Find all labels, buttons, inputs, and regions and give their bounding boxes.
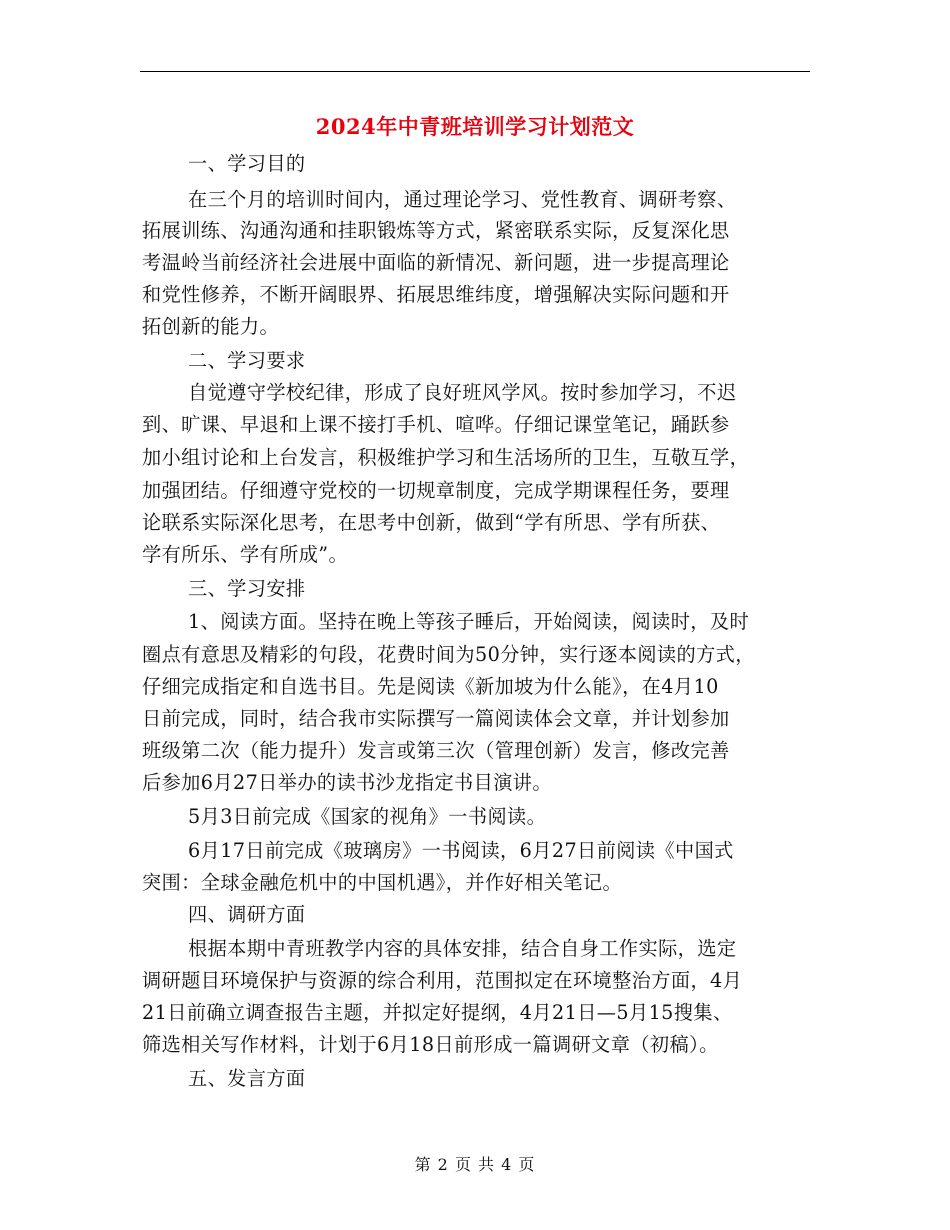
section-heading: 四、调研方面: [188, 903, 306, 926]
paragraph-line: 6月17日前完成《玻璃房》一书阅读，6月27日前阅读《中国式: [188, 839, 734, 862]
paragraph-line: 拓创新的能力。: [142, 315, 280, 338]
paragraph-line: 学有所乐、学有所成”。: [142, 543, 349, 566]
paragraph-line: 考温岭当前经济社会进展中面临的新情况、新问题，进一步提高理论: [142, 251, 730, 274]
paragraph-line: 1、阅读方面。坚持在晚上等孩子睡后，开始阅读，阅读时，及时: [188, 610, 750, 633]
paragraph-line: 到、旷课、早退和上课不接打手机、喧哗。仔细记课堂笔记，踊跃参: [142, 413, 730, 436]
section-heading: 三、学习安排: [188, 577, 306, 600]
paragraph-line: 后参加6月27日举办的读书沙龙指定书目演讲。: [142, 771, 552, 794]
paragraph-line: 21日前确立调查报告主题，并拟定好提纲，4月21日—5月15搜集、: [142, 1001, 733, 1024]
paragraph-line: 筛选相关写作材料，计划于6月18日前形成一篇调研文章（初稿）。: [142, 1033, 719, 1056]
paragraph-line: 日前完成，同时，结合我市实际撰写一篇阅读体会文章，并计划参加: [142, 707, 730, 730]
paragraph-line: 突围：全球金融危机中的中国机遇》，并作好相关笔记。: [142, 871, 623, 894]
paragraph-line: 5月3日前完成《国家的视角》一书阅读。: [188, 805, 547, 828]
paragraph-line: 调研题目环境保护与资源的综合利用，范围拟定在环境整治方面，4月: [142, 969, 743, 992]
section-heading: 五、发言方面: [188, 1067, 306, 1090]
page-footer: 第 2 页 共 4 页: [414, 1155, 536, 1174]
paragraph-line: 加小组讨论和上台发言，积极维护学习和生活场所的卫生，互敬互学，: [142, 446, 750, 469]
header-rule: [140, 71, 810, 72]
paragraph-line: 和党性修养，不断开阔眼界、拓展思维纬度，增强解决实际问题和开: [142, 283, 730, 306]
section-heading: 一、学习目的: [188, 152, 306, 175]
paragraph-line: 根据本期中青班教学内容的具体安排，结合自身工作实际，选定: [188, 937, 737, 960]
paragraph-line: 拓展训练、沟通沟通和挂职锻炼等方式，紧密联系实际，反复深化思: [142, 219, 730, 242]
paragraph-line: 圈点有意思及精彩的句段，花费时间为50分钟，实行逐本阅读的方式，: [142, 643, 755, 666]
paragraph-line: 自觉遵守学校纪律，形成了良好班风学风。按时参加学习，不迟: [188, 381, 737, 404]
paragraph-line: 加强团结。仔细遵守党校的一切规章制度，完成学期课程任务，要理: [142, 479, 730, 502]
paragraph-line: 仔细完成指定和自选书目。先是阅读《新加坡为什么能》，在4月10: [142, 675, 719, 698]
paragraph-line: 班级第二次（能力提升）发言或第三次（管理创新）发言，修改完善: [142, 739, 730, 762]
section-heading: 二、学习要求: [188, 349, 306, 372]
document-title: 2024年中青班培训学习计划范文: [315, 114, 635, 139]
paragraph-line: 在三个月的培训时间内，通过理论学习、党性教育、调研考察、: [188, 188, 737, 211]
paragraph-line: 论联系实际深化思考，在思考中创新，做到“学有所思、学有所获、: [142, 511, 721, 534]
